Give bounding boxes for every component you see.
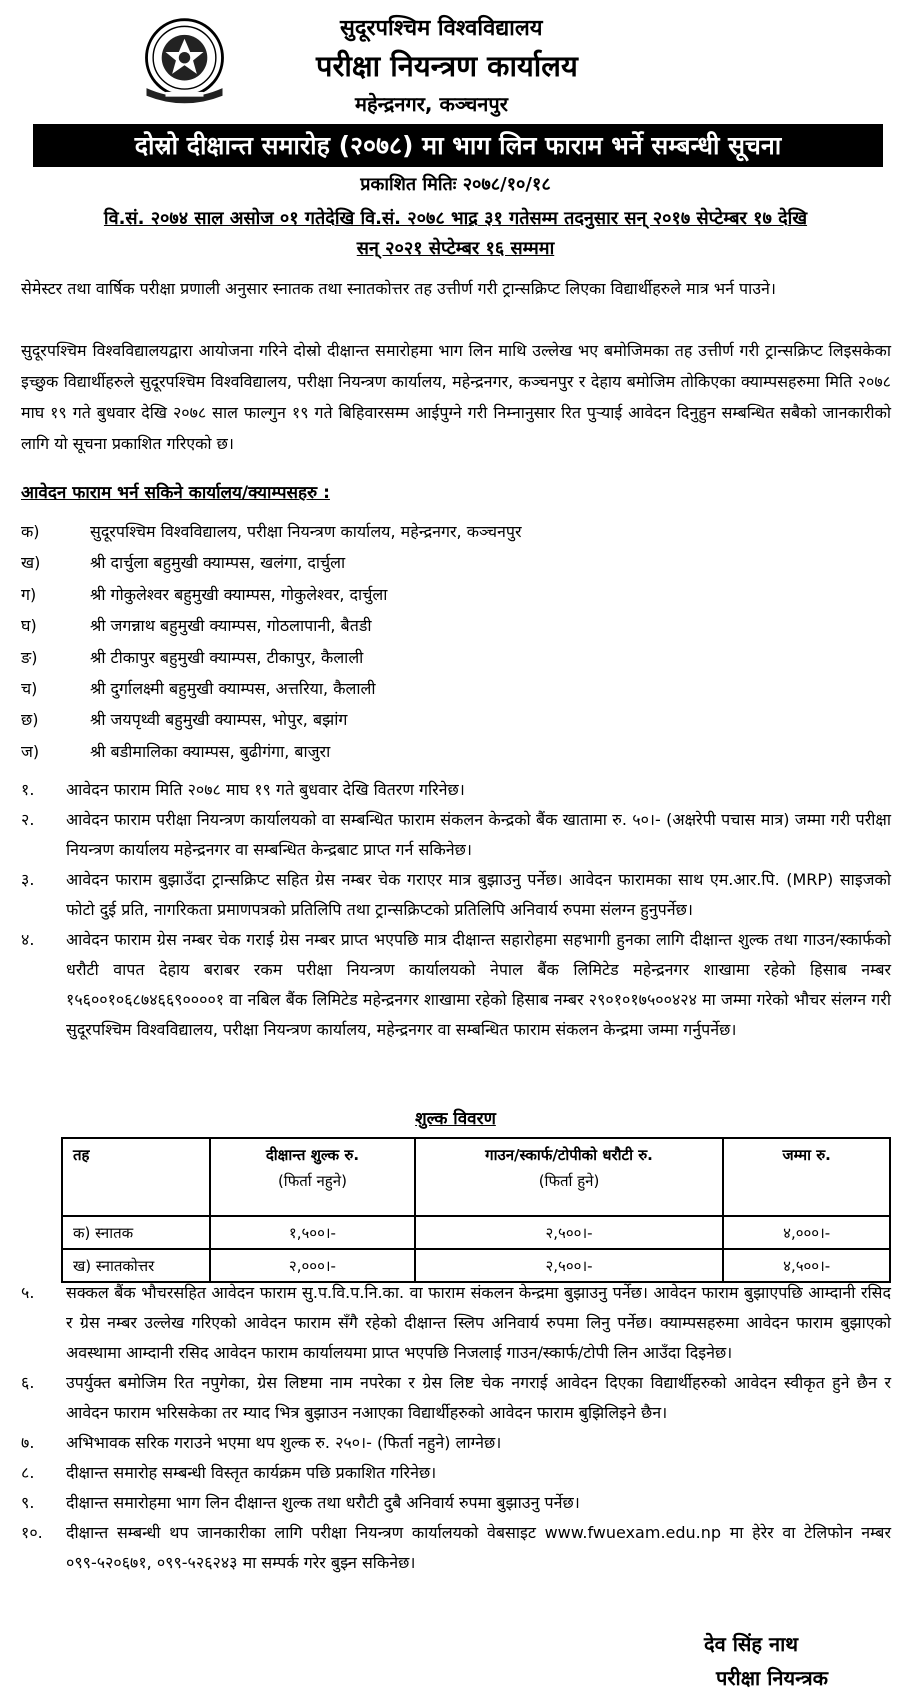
table-cell: ४,५००।- — [723, 1249, 890, 1282]
list-item — [21, 736, 891, 767]
list-marker: ङ) — [21, 647, 38, 667]
rule-item — [21, 1428, 891, 1458]
rule-text: आवेदन फाराम ग्रेस नम्बर चेक गराई ग्रेस नम्बर प्राप्त भएपछि मात्र दीक्षान्त सहारोहमा सहभागी हुनका लागि दीक्षान्त शुल्क तथा गाउन/स्कार्फको धरौटी वापत देहाय बराबर रकम परीक्षा नियन्त्रण कार्यालयको नेपाल बैंक लिमिटेड महेन्द्रनगर शाखामा रहेको हिसाब नम्बर १५६००१०६८७४६६९००००१ वा नबिल बैंक लिमिटेड महेन्द्रनगर शाखामा रहेको हिसाब नम्बर २९०१०१७५००४२४ मा जम्मा गरेको भौचर संलग्न गरी सुदूरपश्चिम विश्वविद्यालय, परीक्षा नियन्त्रण कार्यालय, महेन्द्रनगर वा सम्बन्धित फाराम संकलन केन्द्रमा जम्मा गर्नुपर्नेछ। — [66, 930, 891, 1039]
eligibility-period-line-2: सन् २०२१ सेप्टेम्बर १६ सम्ममा — [356, 238, 555, 259]
campus-name: श्री दार्चुला बहुमुखी क्याम्पस, खलंगा, दार्चुला — [90, 553, 346, 573]
campus-section-heading: आवेदन फाराम भर्न सकिने कार्यालय/क्याम्पसहरु : — [21, 483, 330, 503]
campus-name: श्री दुर्गालक्ष्मी बहुमुखी क्याम्पस, अत्तरिया, कैलाली — [90, 678, 376, 698]
column-header-note: (फिर्ता नहुने) — [277, 1172, 347, 1190]
rule-number: ८. — [21, 1463, 35, 1482]
table-cell: ख) स्नातकोत्तर — [62, 1249, 210, 1282]
rule-item — [21, 1518, 891, 1578]
campus-name: सुदूरपश्चिम विश्वविद्यालय, परीक्षा नियन्त्रण कार्यालय, महेन्द्रनगर, कञ्चनपुर — [90, 522, 522, 541]
rule-item — [21, 805, 891, 865]
list-marker: घ) — [21, 616, 37, 636]
list-item — [21, 547, 891, 578]
fee-table-title: शुल्क विवरण — [415, 1109, 496, 1129]
office-location: महेन्द्रनगर, कञ्चनपुर — [355, 92, 508, 116]
list-item — [21, 579, 891, 610]
rule-number: ७. — [21, 1433, 35, 1452]
rules-list-part-2 — [21, 1278, 891, 1578]
table-cell: २,५००।- — [415, 1216, 724, 1249]
column-header — [723, 1138, 890, 1216]
column-header — [415, 1138, 724, 1216]
column-header — [210, 1138, 414, 1216]
list-item — [21, 516, 891, 547]
rules-list-part-1 — [21, 775, 891, 1045]
rule-number: ६. — [21, 1373, 35, 1392]
list-marker: ख) — [21, 553, 41, 573]
table-cell: २,०००।- — [210, 1249, 414, 1282]
list-marker: छ) — [21, 710, 39, 730]
rule-number: १. — [21, 780, 35, 799]
signatory-name: देव सिंह नाथ — [704, 1632, 799, 1656]
eligibility-period-line-1: वि.सं. २०७४ साल असोज ०१ गतेदेखि वि.सं. २०७८ भाद्र ३१ गतेसम्म तदनुसार सन् २०१७ सेप्टेम्बर १७ देखि — [103, 208, 808, 229]
list-item — [21, 610, 891, 641]
rule-text: सक्कल बैंक भौचरसहित आवेदन फाराम सु.प.वि.प.नि.का. वा फाराम संकलन केन्द्रमा बुझाउनु पर्नेछ। आवेदन फाराम बुझाएपछि आम्दानी रसिद र ग्रेस नम्बर उल्लेख गरिएको आवेदन फाराम सँगै रहेको दीक्षान्त स्लिप अनिवार्य रुपमा लिनु पर्नेछ। क्याम्पसहरुमा आवेदन फाराम बुझाएको अवस्थामा आम्दानी रसिद आवेदन फाराम कार्यालयमा प्राप्त भएपछि निजलाई गाउन/स्कार्फ/टोपी लिन आउँदा दिइनेछ। — [66, 1283, 891, 1362]
rule-text: उपर्युक्त बमोजिम रित नपुगेका, ग्रेस लिष्टमा नाम नपरेका र ग्रेस लिष्ट चेक नगराई आवेदन दिएका विद्यार्थीहरुको आवेदन स्वीकृत हुने छैन र आवेदन फाराम भरिसकेका तर म्याद भित्र बुझाउन नआएका विद्यार्थीहरुको आवेदन फाराम बुझिलिइने छैन। — [66, 1373, 891, 1422]
list-marker: ग) — [21, 584, 37, 604]
university-logo-icon — [137, 14, 232, 109]
rule-item — [21, 1488, 891, 1518]
campus-name: श्री जयपृथ्वी बहुमुखी क्याम्पस, भोपुर, बझांग — [90, 710, 348, 730]
campus-list — [21, 516, 891, 767]
notice-title: दोस्रो दीक्षान्त समारोह (२०७८) मा भाग लिन फाराम भर्ने सम्बन्धी सूचना — [33, 124, 883, 167]
rule-item — [21, 1368, 891, 1428]
rule-text: अभिभावक सरिक गराउने भएमा थप शुल्क रु. २५०।- (फिर्ता नहुने) लाग्नेछ। — [66, 1433, 502, 1452]
rule-item — [21, 775, 891, 805]
list-item — [21, 642, 891, 673]
table-cell: ४,०००।- — [723, 1216, 890, 1249]
intro-paragraph-1: सेमेस्टर तथा वार्षिक परीक्षा प्रणाली अनुसार स्नातक तथा स्नातकोत्तर तह उत्तीर्ण गरी ट्रान्सक्रिप्ट लिएका विद्यार्थीहरुले मात्र भर्न पाउने। — [21, 279, 776, 298]
rule-number: ३. — [21, 870, 35, 889]
rule-item — [21, 1458, 891, 1488]
rule-text: दीक्षान्त समारोहमा भाग लिन दीक्षान्त शुल्क तथा धरौटी दुबै अनिवार्य रुपमा बुझाउनु पर्नेछ। — [66, 1493, 580, 1512]
list-item — [21, 704, 891, 735]
rule-number: ९. — [21, 1493, 35, 1512]
university-name: सुदूरपश्चिम विश्वविद्यालय — [340, 16, 543, 41]
table-row — [62, 1216, 890, 1249]
campus-name: श्री जगन्नाथ बहुमुखी क्याम्पस, गोठलापानी, बैतडी — [90, 616, 372, 636]
rule-number: ५. — [21, 1283, 35, 1302]
rule-text: आवेदन फाराम मिति २०७८ माघ १९ गते बुधवार देखि वितरण गरिनेछ। — [66, 780, 465, 799]
table-cell: २,५००।- — [415, 1249, 724, 1282]
rule-number: १०. — [21, 1523, 43, 1542]
rule-number: ४. — [21, 930, 35, 949]
campus-name: श्री बडीमालिका क्याम्पस, बुढीगंगा, बाजुरा — [90, 741, 331, 761]
campus-name: श्री टीकापुर बहुमुखी क्याम्पस, टीकापुर, कैलाली — [90, 647, 364, 667]
column-header-label: दीक्षान्त शुल्क रु. — [265, 1146, 360, 1164]
rule-text: आवेदन फाराम बुझाउँदा ट्रान्सक्रिप्ट सहित ग्रेस नम्बर चेक गराएर मात्र बुझाउनु पर्नेछ। आवेदन फारामका साथ एम.आर.पि. (MRP) साइजको फोटो दुई प्रति, नागरिकता प्रमाणपत्रको प्रतिलिपि तथा ट्रान्सक्रिप्टको प्रतिलिपि अनिवार्य रुपमा संलग्न हुनुपर्नेछ। — [66, 870, 891, 919]
column-header-label: तह — [73, 1146, 90, 1164]
column-header-note: (फिर्ता हुने) — [538, 1172, 600, 1190]
list-marker: च) — [21, 678, 38, 698]
intro-paragraph-2: सुदूरपश्चिम विश्वविद्यालयद्वारा आयोजना गरिने दोस्रो दीक्षान्त समारोहमा भाग लिन माथि उल्लेख भए बमोजिमका तह उत्तीर्ण गरी ट्रान्सक्रिप्ट लिइसकेका इच्छुक विद्यार्थीहरुले सुदूरपश्चिम विश्वविद्यालय, परीक्षा नियन्त्रण कार्यालय, महेन्द्रनगर, कञ्चनपुर र देहाय बमोजिम तोकिएका क्याम्पसहरुमा मिति २०७८ माघ १९ गते बुधवार देखि २०७८ साल फाल्गुन १९ गते बिहिवारसम्म आईपुग्ने गरी निम्नानुसार रित पुऱ्याई आवेदन दिनुहुन सम्बन्धित सबैको जानकारीको लागि यो सूचना प्रकाशित गरिएको छ। — [21, 341, 891, 453]
rule-text: दीक्षान्त समारोह सम्बन्धी विस्तृत कार्यक्रम पछि प्रकाशित गरिनेछ। — [66, 1463, 437, 1482]
list-marker: ज) — [21, 741, 40, 761]
rule-text: आवेदन फाराम परीक्षा नियन्त्रण कार्यालयको वा सम्बन्धित फाराम संकलन केन्द्रको बैंक खातामा रु. ५०।- (अक्षरेपी पचास मात्र) जम्मा गरी परीक्षा नियन्त्रण कार्यालय महेन्द्रनगर वा सम्बन्धित केन्द्रबाट प्राप्त गर्न सकिनेछ। — [66, 810, 891, 859]
list-item — [21, 673, 891, 704]
column-header — [62, 1138, 210, 1216]
table-cell: क) स्नातक — [62, 1216, 210, 1249]
table-cell: १,५००।- — [210, 1216, 414, 1249]
column-header-label: जम्मा रु. — [782, 1146, 831, 1164]
fee-table — [61, 1137, 891, 1283]
rule-item — [21, 1278, 891, 1368]
signatory-title: परीक्षा नियन्त्रक — [716, 1666, 828, 1690]
rule-number: २. — [21, 810, 35, 829]
published-date: प्रकाशित मितिः २०७८/१०/१८ — [360, 174, 551, 195]
rule-item — [21, 865, 891, 925]
rule-item — [21, 925, 891, 1045]
office-name: परीक्षा नियन्त्रण कार्यालय — [316, 49, 578, 83]
rule-text: दीक्षान्त सम्बन्धी थप जानकारीका लागि परीक्षा नियन्त्रण कार्यालयको वेबसाइट www.fwuexam.edu.np मा हेरेर वा टेलिफोन नम्बर ०९९-५२०६७१, ०९९-५२६२४३ मा सम्पर्क गरेर बुझ्न सकिनेछ। — [66, 1523, 891, 1572]
list-marker: क) — [21, 522, 40, 541]
campus-name: श्री गोकुलेश्वर बहुमुखी क्याम्पस, गोकुलेश्वर, दार्चुला — [90, 584, 388, 604]
column-header-label: गाउन/स्कार्फ/टोपीको धरौटी रु. — [485, 1146, 653, 1164]
table-header-row — [62, 1138, 890, 1216]
